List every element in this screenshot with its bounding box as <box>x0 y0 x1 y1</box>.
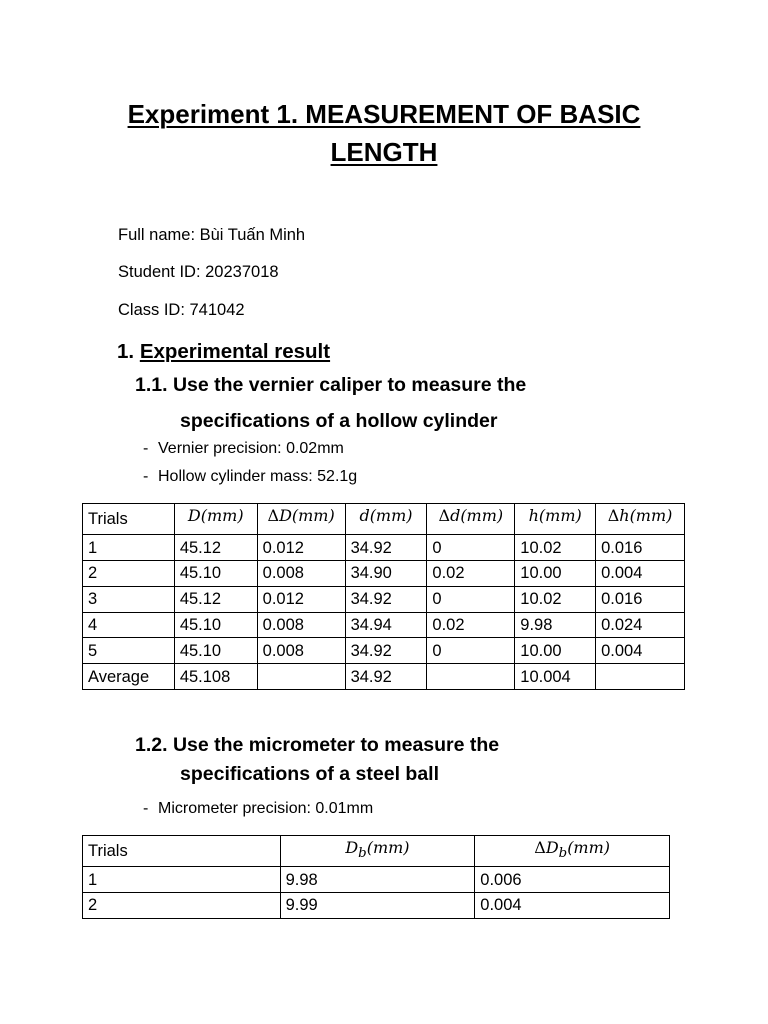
table-cell: Average <box>83 664 175 690</box>
table-cell <box>427 664 515 690</box>
page-title-line-2: LENGTH <box>330 137 438 167</box>
table-cell: 0 <box>427 586 515 612</box>
table-cell: 2 <box>83 560 175 586</box>
table-cell: 4 <box>83 612 175 638</box>
table-cell: 3 <box>83 586 175 612</box>
section-1-1-heading <box>135 374 526 397</box>
section-1-heading <box>117 340 330 364</box>
column-header: $\Delta D_b(mm)$ <box>475 836 670 867</box>
hollow-cylinder-table <box>82 503 685 690</box>
table-cell: 34.92 <box>345 586 427 612</box>
table-cell: 10.02 <box>515 586 596 612</box>
column-header: Δd(mm) <box>427 504 515 535</box>
section-number: 1.2. <box>135 734 168 756</box>
table-cell: 9.99 <box>280 892 475 918</box>
table-cell: 0.008 <box>257 638 345 664</box>
table-cell: 0 <box>427 535 515 561</box>
table-cell: 45.10 <box>174 612 257 638</box>
column-header: h(mm) <box>515 504 596 535</box>
table-cell <box>596 664 685 690</box>
table-row <box>83 892 670 918</box>
table-cell: 0.008 <box>257 560 345 586</box>
class-id: Class ID: 741042 <box>118 301 245 319</box>
table-cell: 1 <box>83 535 175 561</box>
table-cell <box>257 664 345 690</box>
table-cell: 0.008 <box>257 612 345 638</box>
table-cell: 45.10 <box>174 638 257 664</box>
page-title-line-1: Experiment 1. MEASUREMENT OF BASIC <box>127 99 641 129</box>
table-cell: 45.10 <box>174 560 257 586</box>
table-header-row <box>83 836 670 867</box>
table-cell: 34.90 <box>345 560 427 586</box>
table-cell: 34.92 <box>345 664 427 690</box>
table-cell: 10.004 <box>515 664 596 690</box>
table-cell: 0.02 <box>427 560 515 586</box>
table-row <box>83 867 670 893</box>
table-cell: 10.02 <box>515 535 596 561</box>
column-header: Δh(mm) <box>596 504 685 535</box>
table-cell: 0.016 <box>596 535 685 561</box>
table-cell: 34.94 <box>345 612 427 638</box>
table-cell: 10.00 <box>515 638 596 664</box>
table-row <box>83 560 685 586</box>
student-id: Student ID: 20237018 <box>118 263 279 281</box>
bullet-item: - Vernier precision: 0.02mm <box>143 440 344 457</box>
section-title: Experimental result <box>139 340 331 363</box>
table-row <box>83 586 685 612</box>
table-cell: 45.108 <box>174 664 257 690</box>
table-cell: 0.02 <box>427 612 515 638</box>
section-title: Use the micrometer to measure the <box>172 734 500 756</box>
steel-ball-table <box>82 835 670 919</box>
bullet-item: - Hollow cylinder mass: 52.1g <box>143 468 358 485</box>
column-header: $D_b(mm)$ <box>280 836 475 867</box>
section-number: 1. <box>117 340 135 363</box>
table-cell: 0.004 <box>475 892 670 918</box>
table-cell: 0.016 <box>596 586 685 612</box>
table-cell: 34.92 <box>345 535 427 561</box>
table-row <box>83 535 685 561</box>
table-cell: 45.12 <box>174 586 257 612</box>
table-cell: 0.004 <box>596 638 685 664</box>
section-1-1-heading-line-2: specifications of a hollow cylinder <box>180 410 498 432</box>
table-cell: 5 <box>83 638 175 664</box>
table-cell: 0.012 <box>257 535 345 561</box>
table-cell: 0 <box>427 638 515 664</box>
table-row <box>83 664 685 690</box>
table-cell: 9.98 <box>280 867 475 893</box>
table-cell: 0.004 <box>596 560 685 586</box>
bullet-item: - Micrometer precision: 0.01mm <box>143 800 374 817</box>
table-cell: 0.012 <box>257 586 345 612</box>
column-header: d(mm) <box>345 504 427 535</box>
section-number: 1.1. <box>135 374 168 396</box>
column-header: D(mm) <box>174 504 257 535</box>
table-header-row <box>83 504 685 535</box>
column-header: ΔD(mm) <box>257 504 345 535</box>
table-cell: 10.00 <box>515 560 596 586</box>
table-cell: 34.92 <box>345 638 427 664</box>
table-cell: 45.12 <box>174 535 257 561</box>
section-1-2-heading-line-2: specifications of a steel ball <box>180 763 440 785</box>
column-header: Trials <box>83 504 175 535</box>
section-1-2-heading <box>135 734 499 757</box>
table-cell: 9.98 <box>515 612 596 638</box>
table-cell: 0.006 <box>475 867 670 893</box>
table-row <box>83 612 685 638</box>
table-cell: 0.024 <box>596 612 685 638</box>
table-row <box>83 638 685 664</box>
section-title: Use the vernier caliper to measure the <box>172 374 527 396</box>
full-name: Full name: Bùi Tuấn Minh <box>118 226 306 244</box>
table-cell: 1 <box>83 867 281 893</box>
column-header: Trials <box>83 836 281 867</box>
table-cell: 2 <box>83 892 281 918</box>
